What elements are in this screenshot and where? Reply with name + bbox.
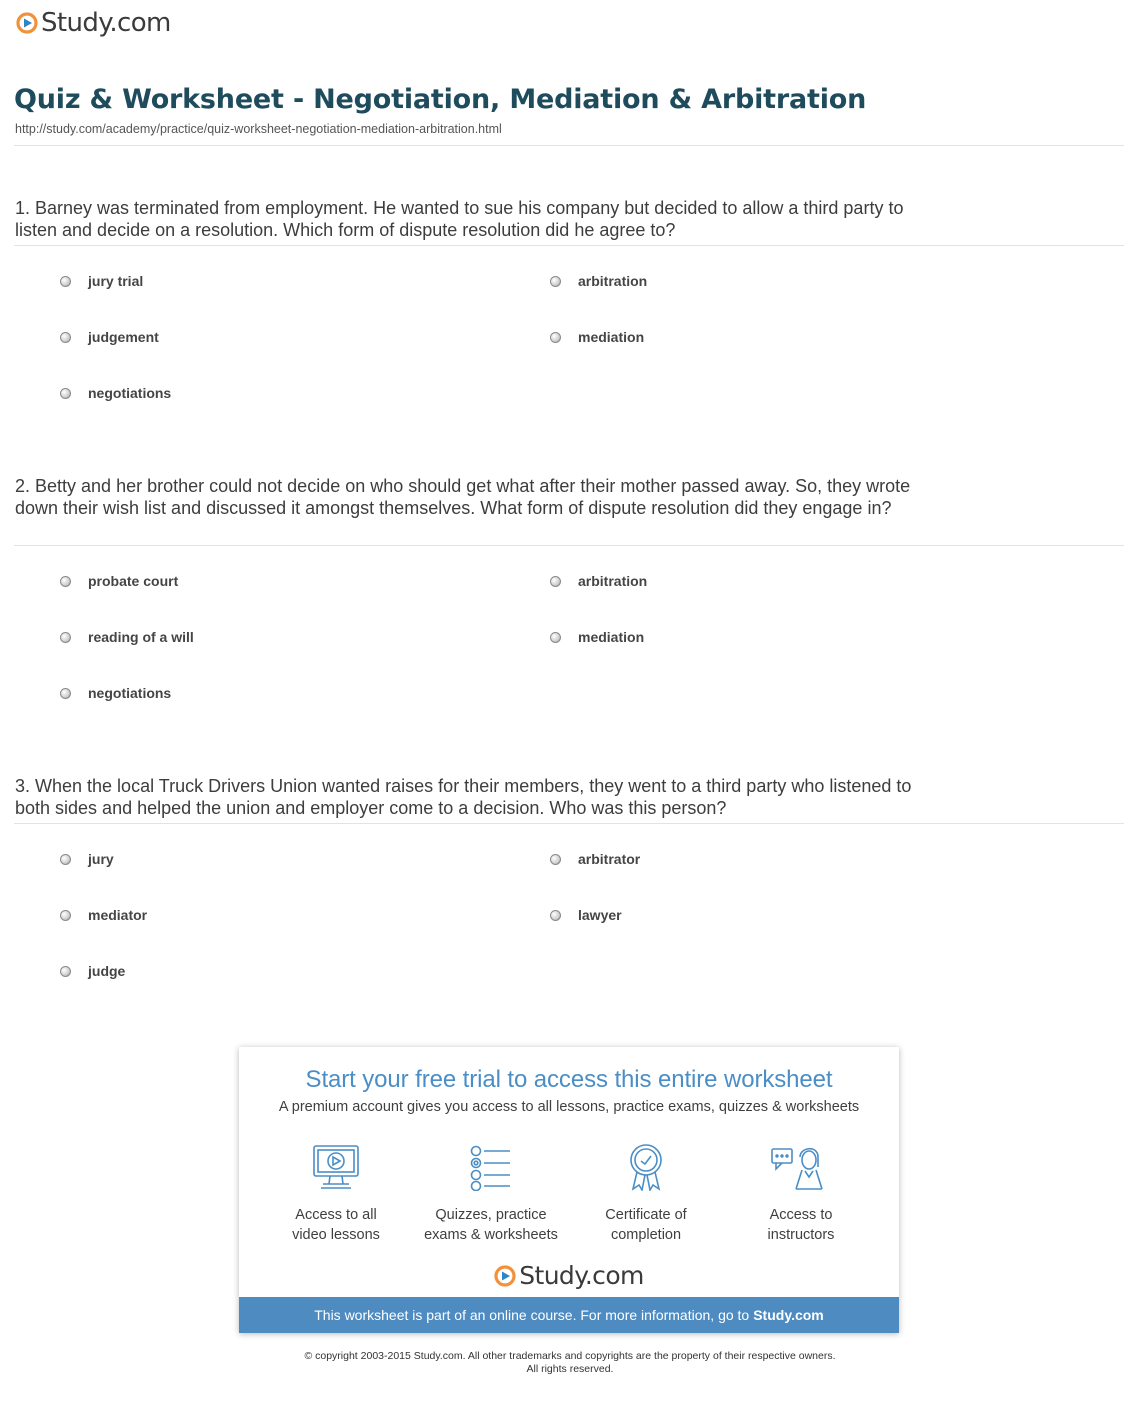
radio-icon[interactable] xyxy=(60,910,71,921)
feature-video-lessons xyxy=(261,1143,411,1245)
feature-instructors xyxy=(726,1143,876,1245)
q3-option-2[interactable]: arbitrator xyxy=(550,849,640,869)
q3-option-5[interactable]: judge xyxy=(60,961,125,981)
radio-icon[interactable] xyxy=(60,576,71,587)
study-logo-icon xyxy=(494,1265,516,1287)
q1-option-3[interactable]: judgement xyxy=(60,327,159,347)
copyright-line: © copyright 2003-2015 Study.com. All other trademarks and copyrights are the property of their respective owners. xyxy=(304,1350,836,1362)
feature-certificate xyxy=(571,1143,721,1245)
feature-label: Access to instructors xyxy=(767,1207,835,1243)
feature-quizzes xyxy=(416,1143,566,1245)
radio-icon[interactable] xyxy=(60,388,71,399)
radio-icon[interactable] xyxy=(60,966,71,977)
question-3: 3. When the local Truck Drivers Union wanted raises for their members, they went to a third party who listened to both sides and helped the union and employer come to a decision. Who was this person? xyxy=(15,776,912,818)
quiz-list-icon xyxy=(466,1143,516,1191)
radio-icon[interactable] xyxy=(60,276,71,287)
radio-icon[interactable] xyxy=(550,332,561,343)
q1-option-5[interactable]: negotiations xyxy=(60,383,171,403)
q3-option-1[interactable]: jury xyxy=(60,849,114,869)
q2-option-4[interactable]: mediation xyxy=(550,627,644,647)
radio-icon[interactable] xyxy=(550,854,561,865)
feature-label: Certificate of completion xyxy=(605,1207,687,1243)
radio-icon[interactable] xyxy=(550,276,561,287)
study-link[interactable]: Study.com xyxy=(753,1307,824,1323)
q1-option-2[interactable]: arbitration xyxy=(550,271,647,291)
logo-text: Study.com xyxy=(41,8,171,38)
promo-logo[interactable]: Study.com xyxy=(239,1261,899,1291)
q3-option-3[interactable]: mediator xyxy=(60,905,147,925)
radio-icon[interactable] xyxy=(60,632,71,643)
question-1: 1. Barney was terminated from employment. He wanted to sue his company but decided to allow a third party to listen and decide on a resolution. Which form of dispute resolution did he agree to? xyxy=(15,198,904,240)
q1-option-4[interactable]: mediation xyxy=(550,327,644,347)
q3-option-4[interactable]: lawyer xyxy=(550,905,622,925)
free-trial-promo xyxy=(239,1047,899,1333)
radio-icon[interactable] xyxy=(60,688,71,699)
promo-title[interactable]: Start your free trial to access this entire worksheet xyxy=(305,1066,833,1093)
q2-option-3[interactable]: reading of a will xyxy=(60,627,194,647)
feature-label: Access to all video lessons xyxy=(292,1207,380,1243)
q2-option-2[interactable]: arbitration xyxy=(550,571,647,591)
instructor-icon xyxy=(770,1143,832,1191)
radio-icon[interactable] xyxy=(550,632,561,643)
page-title: Quiz & Worksheet - Negotiation, Mediation & Arbitration xyxy=(14,84,867,115)
rights-line: All rights reserved. xyxy=(526,1363,614,1375)
divider xyxy=(14,145,1124,146)
course-info-text: This worksheet is part of an online course. For more information, go to xyxy=(314,1307,750,1323)
site-logo[interactable] xyxy=(16,8,171,38)
radio-icon[interactable] xyxy=(60,332,71,343)
radio-icon[interactable] xyxy=(60,854,71,865)
divider xyxy=(14,545,1124,546)
course-info-bar xyxy=(239,1297,899,1333)
feature-label: Quizzes, practice exams & worksheets xyxy=(424,1207,558,1243)
copyright-footer xyxy=(0,1350,1140,1376)
promo-subtitle: A premium account gives you access to all lessons, practice exams, quizzes & worksheets xyxy=(278,1099,860,1115)
q1-option-1[interactable]: jury trial xyxy=(60,271,143,291)
q2-option-5[interactable]: negotiations xyxy=(60,683,171,703)
question-2: 2. Betty and her brother could not decide on who should get what after their mother passed away. So, they wrote down their wish list and discussed it amongst themselves. What form of dispute resolution did they engage in? xyxy=(15,476,911,518)
page-url: http://study.com/academy/practice/quiz-worksheet-negotiation-mediation-arbitration.html xyxy=(15,122,502,136)
radio-icon[interactable] xyxy=(550,576,561,587)
radio-icon[interactable] xyxy=(550,910,561,921)
video-lesson-icon xyxy=(311,1143,361,1191)
q2-option-1[interactable]: probate court xyxy=(60,571,178,591)
divider xyxy=(14,823,1124,824)
divider xyxy=(14,245,1124,246)
certificate-icon xyxy=(621,1143,671,1191)
study-logo-icon xyxy=(16,12,38,34)
